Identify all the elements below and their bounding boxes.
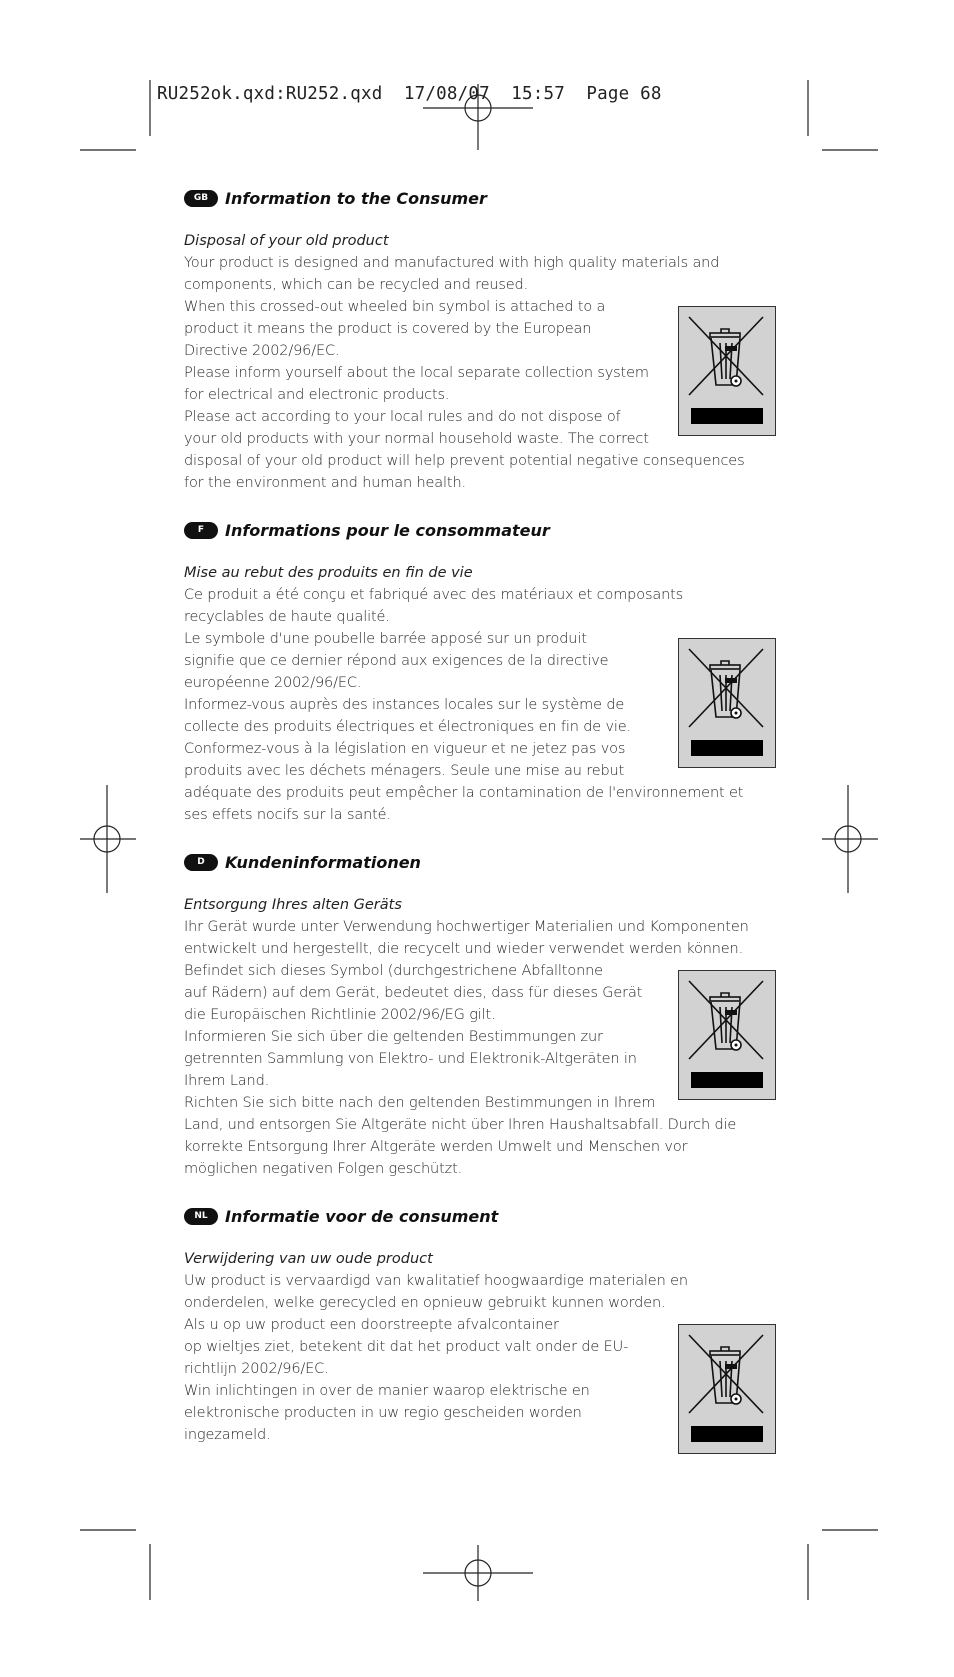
section-heading bbox=[184, 1204, 784, 1228]
body-line: entwickelt und hergestellt, die recycelt und wieder verwendet werden können. bbox=[184, 941, 744, 957]
body-line: Ihr Gerät wurde unter Verwendung hochwertiger Materialien und Komponenten bbox=[184, 919, 749, 935]
body-line: Please inform yourself about the local separate collection system bbox=[184, 365, 649, 381]
body-line: Uw product is vervaardigd van kwalitatief hoogwaardige materialen en bbox=[184, 1273, 688, 1289]
body-line: möglichen negativen Folgen geschützt. bbox=[184, 1161, 463, 1177]
body-line: produits avec les déchets ménagers. Seule une mise au rebut bbox=[184, 763, 625, 779]
weee-crossed-bin-icon bbox=[678, 638, 776, 768]
section-heading bbox=[184, 186, 784, 210]
body-line: ingezameld. bbox=[184, 1427, 271, 1443]
body-line: Win inlichtingen in over de manier waarop elektrische en bbox=[184, 1383, 590, 1399]
body-line: Ihrem Land. bbox=[184, 1073, 270, 1089]
body-line: Conformez-vous à la législation en vigueur et ne jetez pas vos bbox=[184, 741, 626, 757]
section-subtitle: Entsorgung Ihres alten Geräts bbox=[184, 897, 402, 913]
body-line: onderdelen, welke gerecycled en opnieuw gebruikt kunnen worden. bbox=[184, 1295, 666, 1311]
section-subtitle: Verwijdering van uw oude product bbox=[184, 1251, 433, 1267]
weee-crossed-bin-icon bbox=[678, 970, 776, 1100]
section-heading bbox=[184, 518, 784, 542]
body-line: auf Rädern) auf dem Gerät, bedeutet dies, dass für dieses Gerät bbox=[184, 985, 643, 1001]
body-line: getrennten Sammlung von Elektro- und Elektronik-Altgeräten in bbox=[184, 1051, 637, 1067]
body-line: Directive 2002/96/EC. bbox=[184, 343, 340, 359]
body-line: Le symbole d'une poubelle barrée apposé sur un produit bbox=[184, 631, 587, 647]
body-line: collecte des produits électriques et électroniques en fin de vie. bbox=[184, 719, 632, 735]
body-line: korrekte Entsorgung Ihrer Altgeräte werden Umwelt und Menschen vor bbox=[184, 1139, 688, 1155]
body-line: op wieltjes ziet, betekent dit dat het product valt onder de EU- bbox=[184, 1339, 629, 1355]
body-line: Befindet sich dieses Symbol (durchgestrichene Abfalltonne bbox=[184, 963, 603, 979]
body-line: Informieren Sie sich über die geltenden Bestimmungen zur bbox=[184, 1029, 603, 1045]
language-badge: D bbox=[184, 854, 218, 871]
body-line: Richten Sie sich bitte nach den geltenden Bestimmungen in Ihrem bbox=[184, 1095, 656, 1111]
file-slug: RU252ok.qxd:RU252.qxd 17/08/07 15:57 Page 68 bbox=[157, 84, 662, 104]
section-subtitle: Disposal of your old product bbox=[184, 233, 389, 249]
body-line: adéquate des produits peut empêcher la contamination de l'environnement et bbox=[184, 785, 744, 801]
body-line: disposal of your old product will help prevent potential negative consequences bbox=[184, 453, 745, 469]
body-line: Als u op uw product een doorstreepte afvalcontainer bbox=[184, 1317, 559, 1333]
body-line: Informez-vous auprès des instances locales sur le système de bbox=[184, 697, 625, 713]
body-line: When this crossed-out wheeled bin symbol is attached to a bbox=[184, 299, 606, 315]
body-line: européenne 2002/96/EC. bbox=[184, 675, 362, 691]
section-subtitle: Mise au rebut des produits en fin de vie bbox=[184, 565, 473, 581]
section-title: Kundeninformationen bbox=[225, 852, 421, 872]
language-badge: NL bbox=[184, 1208, 218, 1225]
body-line: Land, und entsorgen Sie Altgeräte nicht über Ihren Haushaltsabfall. Durch die bbox=[184, 1117, 737, 1133]
body-line: product it means the product is covered by the European bbox=[184, 321, 592, 337]
language-badge: F bbox=[184, 522, 218, 539]
body-line: for electrical and electronic products. bbox=[184, 387, 450, 403]
weee-crossed-bin-icon bbox=[678, 1324, 776, 1454]
body-line: signifie que ce dernier répond aux exigences de la directive bbox=[184, 653, 609, 669]
section-title: Informatie voor de consument bbox=[225, 1206, 499, 1226]
body-line: components, which can be recycled and reused. bbox=[184, 277, 529, 293]
language-badge: GB bbox=[184, 190, 218, 207]
section-title: Informations pour le consommateur bbox=[225, 520, 550, 540]
weee-crossed-bin-icon bbox=[678, 306, 776, 436]
body-line: recyclables de haute qualité. bbox=[184, 609, 390, 625]
body-line: Please act according to your local rules and do not dispose of bbox=[184, 409, 621, 425]
body-line: elektronische producten in uw regio gescheiden worden bbox=[184, 1405, 582, 1421]
section-heading bbox=[184, 850, 784, 874]
body-line: Your product is designed and manufactured with high quality materials and bbox=[184, 255, 720, 271]
body-line: your old products with your normal household waste. The correct bbox=[184, 431, 649, 447]
body-line: richtlijn 2002/96/EC. bbox=[184, 1361, 329, 1377]
body-line: for the environment and human health. bbox=[184, 475, 466, 491]
body-line: Ce produit a été conçu et fabriqué avec des matériaux et composants bbox=[184, 587, 684, 603]
body-line: die Europäischen Richtlinie 2002/96/EG gilt. bbox=[184, 1007, 496, 1023]
body-line: ses effets nocifs sur la santé. bbox=[184, 807, 391, 823]
section-title: Information to the Consumer bbox=[225, 188, 487, 208]
